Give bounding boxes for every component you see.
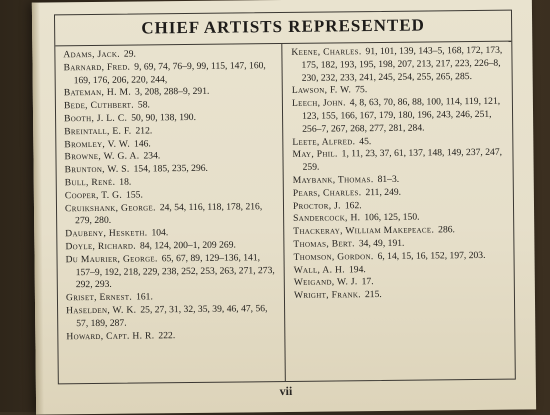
artist-name: Weigand, W. J. bbox=[293, 276, 358, 289]
page-references: 29. bbox=[123, 48, 136, 60]
artist-name: Daubeny, Hesketh. bbox=[65, 227, 148, 240]
page-references: 18. bbox=[119, 176, 132, 188]
page-references: 81–3. bbox=[377, 173, 400, 185]
artist-entry bbox=[66, 303, 278, 331]
artist-name: Wright, Frank. bbox=[293, 289, 362, 302]
page-references: 6, 14, 15, 16, 152, 197, 203. bbox=[377, 249, 486, 262]
artist-name: Thomas, Bert. bbox=[293, 238, 355, 250]
artist-name: Cruikshank, George. bbox=[64, 201, 156, 214]
page-references: 154, 185, 235, 296. bbox=[133, 162, 208, 175]
page-references: 91, 101, 139, 143–5, 168, 172, 173, 175, 182, 193, 195, 198, 207, 213, 217, 223, 226–8, 230, 232, 233, 241, 245, 254, 255, 265, 285. bbox=[301, 44, 503, 84]
artist-entry bbox=[65, 201, 277, 229]
page-references: 84, 124, 200–1, 209 269. bbox=[139, 239, 236, 252]
page-references: 3, 208, 288–9, 291. bbox=[134, 86, 210, 98]
page-references: 104. bbox=[151, 227, 169, 239]
artist-name: Du Maurier, George. bbox=[65, 253, 158, 266]
artist-entry bbox=[63, 60, 275, 88]
artist-name: Brunton, W. S. bbox=[64, 163, 130, 176]
page-references: 4, 8, 63, 70, 86, 88, 100, 114, 119, 121, 123, 155, 166, 167, 179, 180, 196, 243, 246, 251, 256–7, 267, 268, 277, 281, 284. bbox=[302, 95, 501, 135]
artist-name: Browne, W. G. A. bbox=[64, 150, 140, 163]
artist-name: Barnard, Fred. bbox=[63, 61, 131, 74]
artist-entry bbox=[291, 45, 505, 86]
artist-name: Doyle, Richard. bbox=[65, 240, 136, 253]
artist-name: Bede, Cuthbert. bbox=[63, 99, 134, 112]
artist-name: Leete, Alfred. bbox=[292, 135, 356, 148]
page-references: 222. bbox=[158, 329, 176, 341]
artist-entry bbox=[293, 249, 507, 264]
artist-name: Thomson, Gordon. bbox=[293, 250, 374, 263]
artist-name: Booth, J. L. C. bbox=[64, 112, 128, 125]
page-references: 146. bbox=[133, 137, 151, 150]
page-references: 34, 49, 191. bbox=[358, 237, 405, 250]
artist-entry bbox=[65, 252, 277, 293]
artist-name: May, Phil. bbox=[292, 148, 338, 161]
page-references: 161. bbox=[135, 291, 153, 303]
page-references: 155. bbox=[125, 189, 143, 201]
page-references: 75. bbox=[355, 84, 368, 96]
book-page bbox=[32, 0, 536, 415]
page-references: 58. bbox=[137, 99, 150, 111]
artist-name: Griset, Ernest. bbox=[65, 291, 133, 304]
page-references: 9, 69, 74, 76–9, 99, 115, 147, 160, 169, 176, 206, 220, 244, bbox=[73, 59, 266, 86]
artist-name: Wall, A. H. bbox=[293, 263, 346, 276]
artist-entry bbox=[66, 329, 278, 344]
page-references: 106, 125, 150. bbox=[364, 211, 420, 224]
artist-name: Bull, René. bbox=[64, 176, 116, 189]
artist-name: Keene, Charles. bbox=[291, 46, 362, 58]
artist-name: Haselden, W. K. bbox=[66, 304, 137, 317]
page-references: 211, 249. bbox=[365, 186, 402, 198]
page-references: 24, 54, 116, 118, 178, 216, 279, 280. bbox=[75, 200, 263, 227]
artist-name: Cooper, T. G. bbox=[64, 189, 123, 202]
artist-name: Bromley, V. W. bbox=[64, 138, 131, 150]
artist-name: Leech, John. bbox=[291, 97, 346, 110]
page-references: 194. bbox=[348, 263, 366, 275]
artist-name: Howard, Capt. H. R. bbox=[66, 329, 155, 342]
artist-name: Adams, Jack. bbox=[63, 48, 120, 61]
column-divider bbox=[281, 44, 286, 381]
artist-entry bbox=[292, 96, 506, 137]
page-references: 212. bbox=[135, 125, 153, 137]
artist-name: Thackeray, William Makepeace. bbox=[293, 224, 435, 238]
page-references: 162. bbox=[344, 199, 362, 211]
page-references: 45. bbox=[359, 135, 372, 147]
index-frame bbox=[54, 10, 516, 385]
artist-name: Maybank, Thomas. bbox=[292, 174, 374, 186]
page-references: 286. bbox=[438, 224, 455, 236]
artist-entry bbox=[292, 147, 506, 175]
artist-name: Sandercock, H. bbox=[293, 212, 361, 225]
artist-name: Pears, Charles. bbox=[292, 186, 362, 199]
page-references: 215. bbox=[364, 289, 382, 301]
artist-name: Breintall, E. F. bbox=[64, 125, 132, 138]
artist-name: Proctor, J. bbox=[292, 199, 341, 212]
right-column bbox=[291, 45, 508, 303]
page-title: CHIEF ARTISTS REPRESENTED bbox=[141, 15, 425, 38]
page-number: vii bbox=[279, 383, 293, 399]
page-references: 234. bbox=[143, 150, 161, 162]
page-references: 50, 90, 138, 190. bbox=[131, 111, 197, 124]
left-column bbox=[63, 47, 278, 344]
page-references: 17. bbox=[361, 276, 374, 288]
page-references: 25, 27, 31, 32, 35, 39, 46, 47, 56, 57, 189, 287. bbox=[76, 303, 268, 329]
page-references: 1, 11, 23, 37, 61, 137, 148, 149, 237, 247, 259. bbox=[302, 147, 503, 173]
artist-entry bbox=[294, 288, 508, 303]
artist-name: Lawson, F. W. bbox=[291, 84, 352, 97]
artist-name: Bateman, H. M. bbox=[63, 86, 132, 99]
page-references: 65, 67, 89, 129–136, 141, 157–9, 192, 218, 229, 238, 252, 253, 263, 271, 273, 292, 293. bbox=[75, 252, 275, 291]
